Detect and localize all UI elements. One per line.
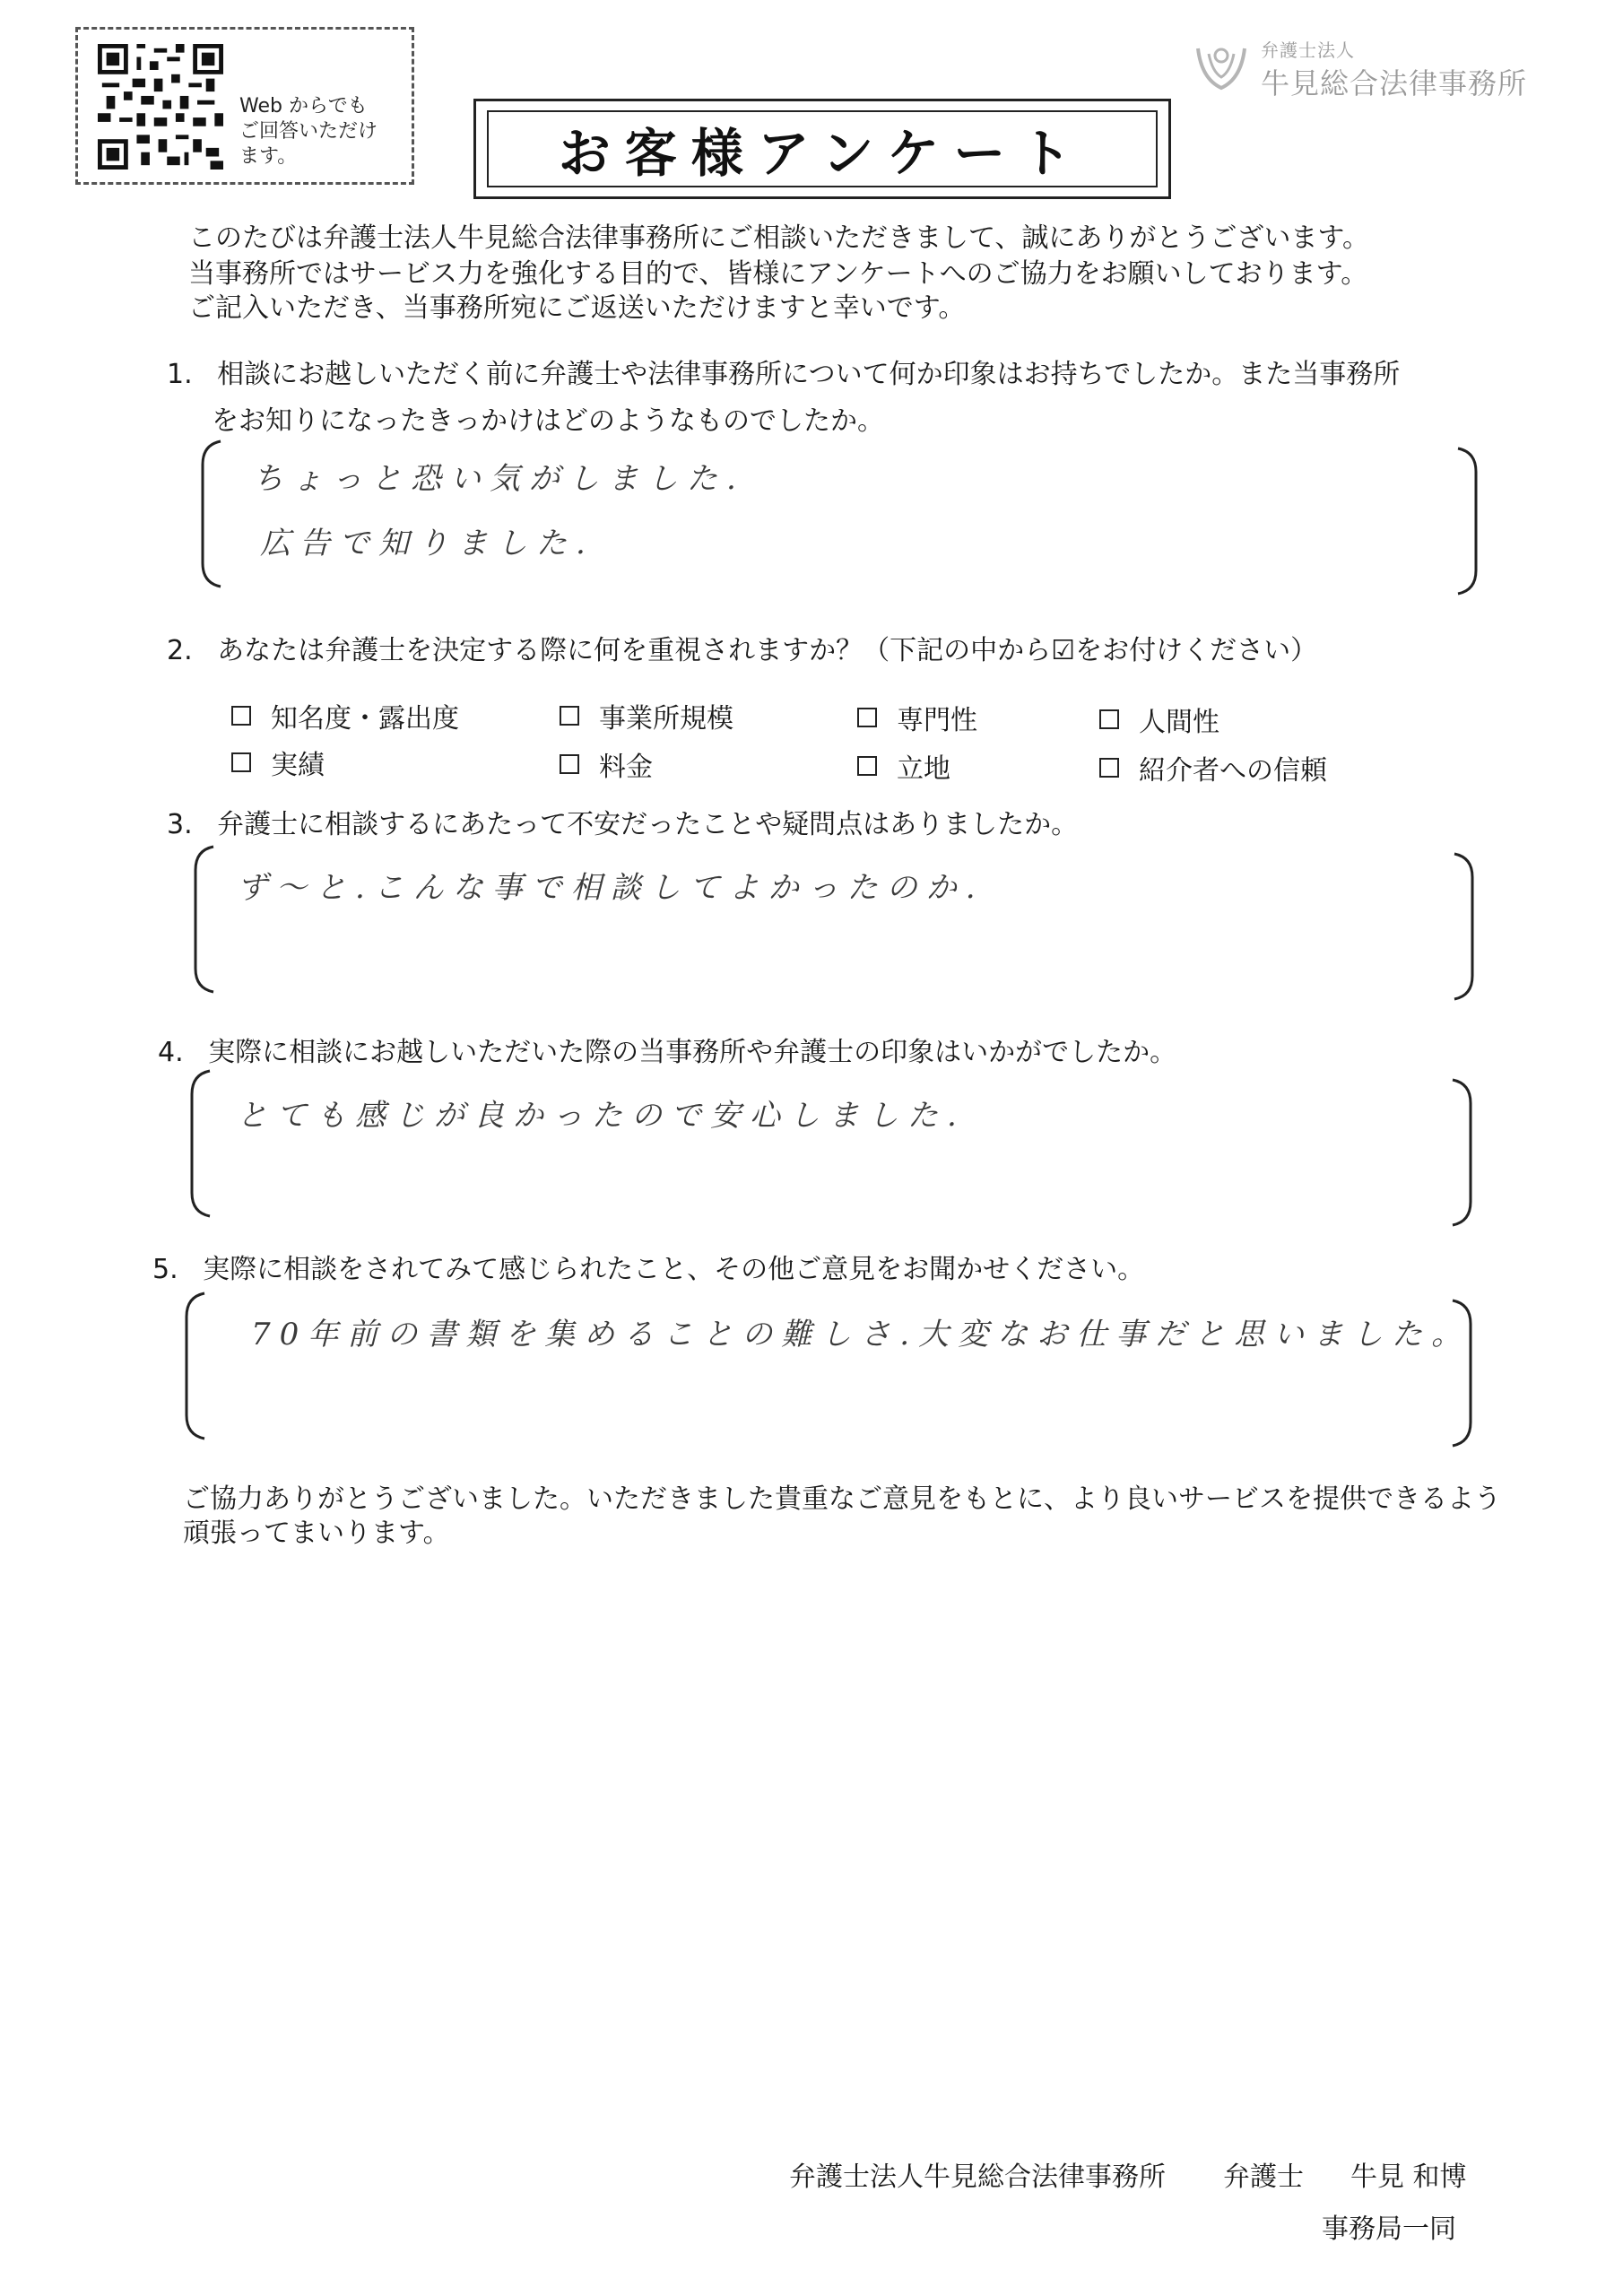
checkbox-icon[interactable] — [560, 706, 579, 726]
question-number: 4. — [158, 1037, 184, 1068]
signature-role: 弁護士 — [1223, 2161, 1304, 2193]
question-number: 5. — [152, 1254, 178, 1285]
handwritten-answer: ず～と.こんな事で相談してよかったのか. — [237, 870, 985, 906]
intro-line: 当事務所ではサービス力を強化する目的で、皆様にアンケートへのご協力をお願いしております。 — [188, 258, 1368, 290]
signature-firm: 弁護士法人牛見総合法律事務所 — [789, 2161, 1166, 2193]
checkbox-icon[interactable] — [857, 756, 877, 776]
option-checkbox[interactable] — [560, 744, 653, 784]
checkbox-icon[interactable] — [231, 752, 251, 772]
question-text: 弁護士に相談するにあたって不安だったことや疑問点はありましたか。 — [217, 809, 1079, 840]
intro-line: ご記入いただき、当事務所宛にご返送いただけますと幸いです。 — [188, 292, 966, 324]
question-text: 実際に相談にお越しいただいた際の当事務所や弁護士の印象はいかがでしたか。 — [208, 1037, 1177, 1068]
answer-bracket-left — [183, 843, 237, 996]
checkbox-icon[interactable] — [1099, 758, 1119, 778]
option-label: 料金 — [599, 752, 653, 783]
question-number: 2. — [167, 635, 193, 666]
option-label: 知名度・露出度 — [271, 703, 459, 735]
logo-subtitle: 弁護士法人 — [1261, 39, 1355, 61]
answer-bracket-left — [190, 438, 244, 590]
qr-code-icon[interactable] — [98, 44, 223, 170]
option-checkbox[interactable] — [857, 698, 977, 737]
option-checkbox[interactable] — [857, 746, 950, 786]
option-label: 立地 — [897, 753, 950, 785]
question-text: あなたは弁護士を決定する際に何を重視されますか？（下記の中から☑をお付けください） — [217, 635, 1318, 666]
option-checkbox[interactable] — [231, 696, 459, 735]
question-1 — [167, 352, 1400, 391]
signature-staff: 事務局一同 — [1322, 2213, 1456, 2245]
qr-caption-line: ます。 — [239, 145, 298, 168]
option-checkbox[interactable] — [231, 743, 325, 782]
question-3 — [167, 802, 1078, 841]
option-checkbox[interactable] — [560, 696, 733, 735]
checkbox-icon[interactable] — [560, 754, 579, 774]
option-label: 実績 — [271, 750, 325, 781]
intro-line: このたびは弁護士法人牛見総合法律事務所にご相談いただきまして、誠にありがとうございます。 — [188, 222, 1369, 254]
option-label: 人間性 — [1139, 707, 1219, 738]
handwritten-answer: ちょっと恐い気がしました. — [253, 461, 745, 497]
title-inner-frame — [487, 110, 1158, 187]
qr-caption — [239, 94, 410, 170]
web-answer-qr-box — [75, 27, 414, 185]
qr-caption-line: Web からでも — [239, 95, 368, 117]
checkbox-icon[interactable] — [857, 708, 877, 727]
closing-line: ご協力ありがとうございました。いただきました貴重なご意見をもとに、より良いサービスを提供できるよう — [183, 1483, 1501, 1515]
checkbox-icon[interactable] — [1099, 709, 1119, 729]
handwritten-answer: とても感じが良かったので安心しました. — [237, 1098, 966, 1134]
question-2 — [167, 628, 1317, 667]
title-frame — [473, 99, 1171, 199]
checkbox-icon[interactable] — [231, 706, 251, 726]
closing-line: 頑張ってまいります。 — [183, 1518, 450, 1549]
firm-logo — [1193, 32, 1569, 104]
option-label: 事業所規模 — [599, 703, 733, 735]
answer-bracket-right — [1438, 445, 1492, 597]
answer-bracket-right — [1433, 1076, 1487, 1229]
handwritten-answer: 広告で知りました. — [260, 526, 595, 561]
option-label: 紹介者への信頼 — [1139, 755, 1327, 787]
page-title: お客様アンケート — [558, 123, 1087, 184]
handwritten-answer: 70年前の書類を集めることの難しさ.大変なお仕事だと思いました。 — [251, 1317, 1471, 1352]
answer-bracket-left — [174, 1290, 228, 1442]
option-label: 専門性 — [897, 705, 977, 736]
question-text: 相談にお越しいただく前に弁護士や法律事務所について何か印象はお持ちでしたか。また当事務所 — [217, 359, 1401, 390]
question-text-continued: をお知りになったきっかけはどのようなものでしたか。 — [212, 405, 884, 437]
option-checkbox[interactable] — [1099, 700, 1219, 739]
answer-bracket-left — [179, 1067, 233, 1220]
firm-emblem-icon — [1193, 36, 1250, 93]
question-number: 3. — [167, 809, 193, 840]
question-text: 実際に相談をされてみて感じられたこと、その他ご意見をお聞かせください。 — [203, 1254, 1145, 1285]
option-checkbox[interactable] — [1099, 748, 1327, 787]
logo-name: 牛見総合法律事務所 — [1261, 66, 1528, 100]
answer-bracket-right — [1435, 850, 1488, 1003]
signature-name: 牛見 和博 — [1350, 2161, 1467, 2193]
question-4 — [158, 1030, 1176, 1069]
qr-caption-line: ご回答いただけ — [239, 120, 378, 143]
question-number: 1. — [167, 359, 193, 390]
question-5 — [152, 1247, 1144, 1286]
